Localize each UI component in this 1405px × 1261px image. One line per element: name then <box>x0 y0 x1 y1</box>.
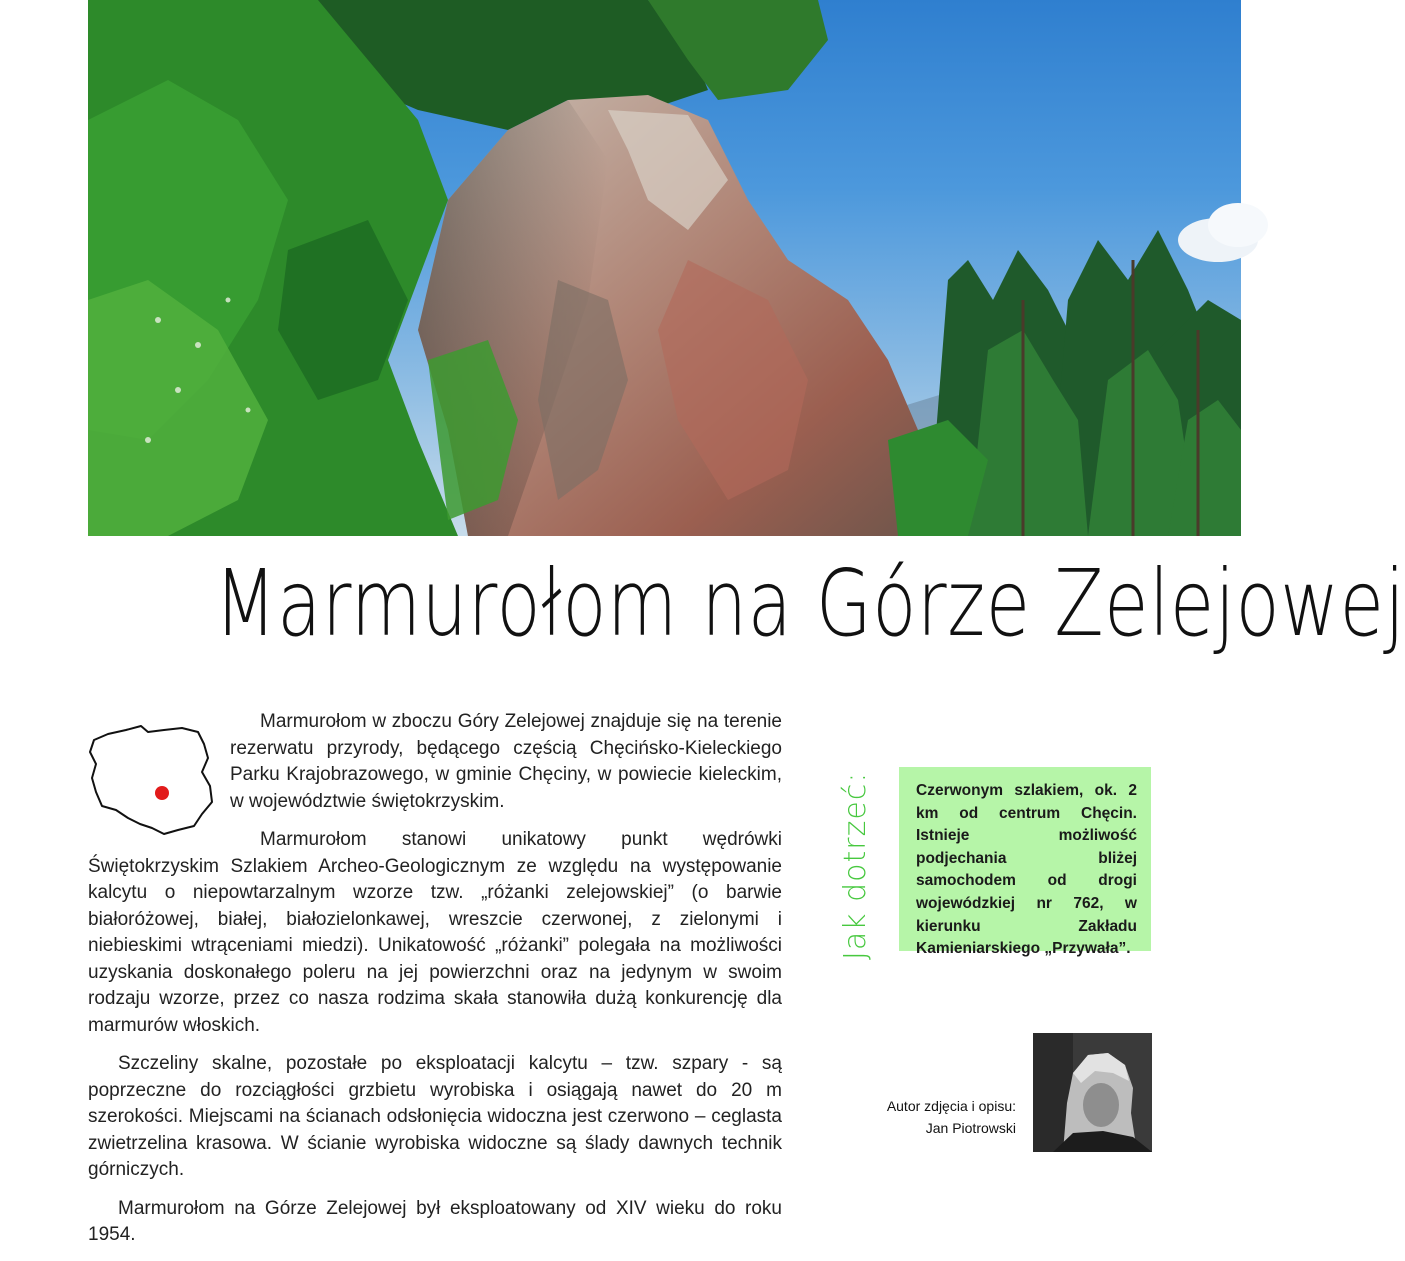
directions-box: Czerwonym szlakiem, ok. 2 km od centrum Chęcin. Istnieje możliwość podjechania bliżej samochodem od drogi wojewódzkiej nr 762, w kierunku Zakładu Kamieniarskiego „Przywała”. <box>899 767 1151 951</box>
article-paragraph: Marmurołom stanowi unikatowy punkt wędrówki Świętokrzyskim Szlakiem Archeo-Geologicznym ze względu na występowanie kalcytu o niepowtarzalnym wzorze tzw. „różanki zelejowskiej” (o barwie białoróżowej, białej, białozielonkawej, wreszcie czerwonej, z zielonymi i niebieskimi wtrąceniami miedzi). Unikatowość „różanki” polegała na możliwości uzyskania doskonałego poleru na jej powierzchni oraz na jedynym w swoim rodzaju wzorze, przez co nasza rodzima skała stanowiła dużą konkurencję dla marmurów włoskich. <box>88 829 782 1036</box>
hero-photo <box>88 0 1241 536</box>
location-marker <box>155 786 169 800</box>
author-portrait-photo <box>1033 1033 1152 1152</box>
article-paragraph: Szczeliny skalne, pozostałe po eksploatacji kalcytu – tzw. szpary - są poprzeczne do rozciągłości grzbietu wyrobiska i osiągają nawet do 20 m szerokości. Miejscami na ścianach odsłonięcia widoczna jest czerwono – ceglasta zwietrzelina krasowa. W ścianie wyrobiska widoczne są ślady dawnych technik górniczych. <box>88 1053 782 1180</box>
article-paragraph: Marmurołom w zboczu Góry Zelejowej znajduje się na terenie rezerwatu przyrody, będącego częścią Chęcińsko-Kieleckiego Parku Krajobrazowego, w gminie Chęciny, w powiecie kieleckim, w województwie świętokrzyskim. <box>230 711 782 812</box>
rock-landscape-illustration <box>88 0 1241 536</box>
author-caption <box>870 1095 1016 1139</box>
author-name: Jan Piotrowski <box>925 1120 1016 1136</box>
article-paragraph: Marmurołom na Górze Zelejowej był eksploatowany od XIV wieku do roku 1954. <box>88 1197 782 1245</box>
author-caption-line: Autor zdjęcia i opisu: <box>886 1098 1016 1114</box>
directions-heading: Jak dotrzeć: <box>838 771 873 960</box>
poland-outline-map-icon <box>86 722 216 840</box>
page-title: Marmurołom na Górze Zelejowej <box>214 550 1405 657</box>
